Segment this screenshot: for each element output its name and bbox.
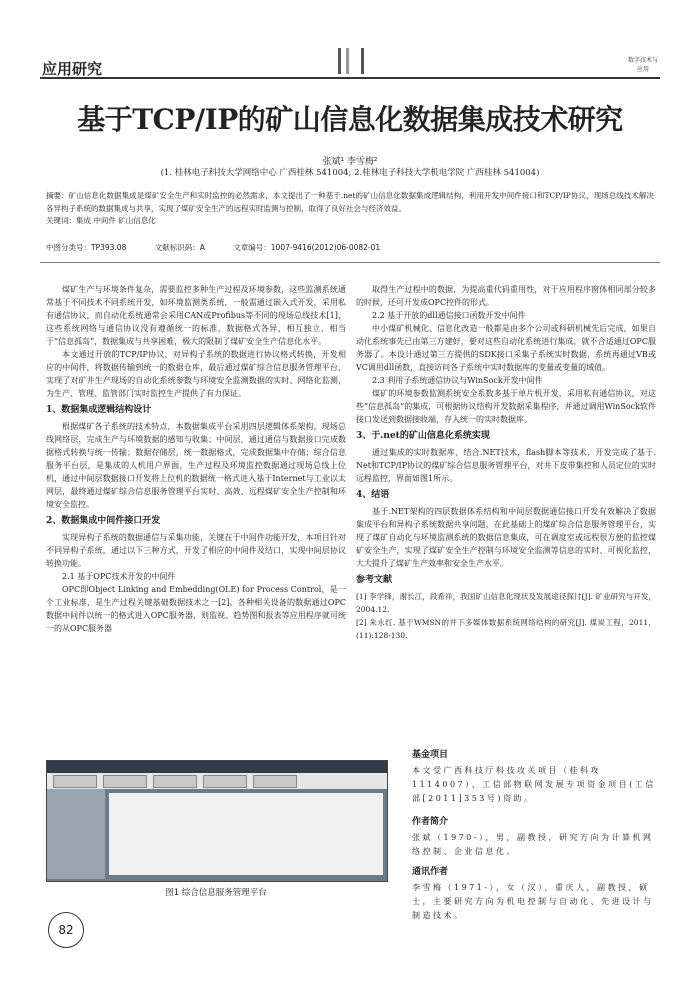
paper-title: 基于TCP/IP的矿山信息化数据集成技术研究 xyxy=(77,103,623,136)
contact-title: 通讯作者 xyxy=(412,867,449,877)
journal-logo: 数字技术与应用 xyxy=(628,57,659,73)
paragraph: 根据煤矿各子系统的技术特点，本数据集成平台采用四层逻辑体系架构，现场总线网络层，完成生产与环境数据的感知与收集；中间层，通过通信与数据接口完成数据格式转换与统一传输；数据存储层，统一数据格式，完成数据集中存储；综合信息服务平台层，是集成的人机用户界面，生产过程及环境监控数据通过现场总线上位机，通过中间层数据接口开发将上位机的数据统一格式进入基于Internet与工业以太网层，最终通过煤矿综合信息服务管理平台实时、高效、远程煤矿安全生产控制和环境安全监控。 xyxy=(46,422,346,509)
fund-text: 本文受广西科技厅科技攻关项目（桂科攻1114007）、工信部物联网发展专项资金项目(工信部[2011]353号)资助。 xyxy=(412,766,656,803)
subsection-heading: 2.1 基于OPC技术开发的中间件 xyxy=(62,572,176,581)
abstract xyxy=(46,190,654,228)
paper-affiliation: (1. 桂林电子科技大学网络中心 广西桂林 541004; 2.桂林电子科技大学机电学院 广西桂林 541004) xyxy=(160,168,540,178)
paragraph: 中小煤矿机械化、信息化改造一般都是由多个公司或科研机械先后完成，如果自动化系统事先已由第三方建好，要对这些自动化系统进行集成，就不合适通过OPC服务器了。本设计通过第三方提供的SDK接口采集子系统实时数据，系统再通过VB或VC调用dll函数，直接访问各子系统中实时数据库的变量或变量的域值。 xyxy=(356,324,656,372)
contact-text: 李雪梅（1971-），女（汉），重庆人，副教授，硕士，主要研究方向为机电控制与自动化、先进设计与制造技术。 xyxy=(412,883,654,920)
section-tag: 应用研究 xyxy=(42,60,103,78)
author-text: 张斌（1970-），男，副教授，研究方向为计算机网络控制、企业信息化。 xyxy=(412,833,654,856)
reference-item: [1] 李学锋，谢长江，段希祥，我国矿山信息化现状及发展途径探讨[J]. 矿业研究与开发，2004.12. xyxy=(356,592,656,614)
header-bars-decoration xyxy=(338,48,364,74)
right-column xyxy=(356,283,656,642)
paragraph: 通过集成的实时数据库，结合.NET技术，flash脚本等技术，开发完成了基于. Net和TCP/IP协议的煤矿综合信息服务管理平台，对井下皮带集控和人员定位的实时远程监控，界面如图1所示。 xyxy=(356,448,656,483)
paragraph: 煤矿的环境参数监测系统安全系数多基于单片机开发，采用私有通信协议，对这些“信息孤岛”的集成，可根据协议结构开发数据采集程序，并通过调用WinSock软件接口发送到数据接收端，存入统一的实时数据库。 xyxy=(356,389,656,424)
figure-sidebar xyxy=(47,789,105,879)
section-heading: 2、数据集成中间件接口开发 xyxy=(46,516,161,526)
paragraph: 本文通过开放的TCP/IP协议，对异构子系统的数据进行协议格式转换，开发相应的中间件，将数据传输到统一的数据仓库，最后通过煤矿综合信息服务管理平台，实现了对矿井生产现场的自动化系统参数与环境安全监测数据的实时、网络化监测，为生产、管理、监管部门实时监控生产提供了有力保证。 xyxy=(46,350,346,398)
page-number: 82 xyxy=(48,912,84,948)
references xyxy=(356,590,656,642)
abstract-text: 摘要：矿山信息化数据集成是煤矿安全生产和实时监控的必然需求，本文提出了一种基于.net的矿山信息化数据集成逻辑结构，利用开发中间件接口和TCP/IP协议，现场总线技术解决各异构子系统的数据集成与共享，实现了煤矿安全生产的远程实时监测与控制，取得了良好社会与经济效益。 xyxy=(46,191,654,213)
paragraph: OPC即Object Linking and Embedding(OLE) for Process Control，是一个工业标准，是生产过程关键基础数据技术之一[2]，各种相关设备的数据通过OPC数据中间件以统一的格式进入OPC服务器，则监视、趋势图和报表等应用程序就可统一的从OPC服务器 xyxy=(46,585,346,633)
fund-title: 基金项目 xyxy=(412,750,449,760)
meta-rule xyxy=(40,262,660,263)
paragraph: 基于.NET架构的四层数据体系结构和中间层数据通信接口开发有效解决了数据集成平台和异构子系统数据共享问题，在此基础上的煤矿综合信息服务管理平台，实现了煤矿自动化与环境监测系统的数据信息集成，可在调度室或远程很方便的监控煤矿安全生产，实现了煤矿安全生产控制与环境安全监测等信息的实时、可视化监控，大大提升了煤矿生产效率和安全生产水平。 xyxy=(356,507,656,568)
header-rule xyxy=(40,77,660,79)
figure-screenshot xyxy=(46,760,388,882)
subsection-heading: 2.3 利用子系统通信协议与WinSock开发中间件 xyxy=(372,376,543,385)
document-code: 文献标识码：A xyxy=(154,243,205,252)
classification-line xyxy=(46,242,654,253)
figure-main xyxy=(109,793,383,875)
clc-number: 中图分类号：TP393.08 xyxy=(46,243,127,252)
figure-nav xyxy=(47,773,387,789)
keywords: 关键词：集成 中间件 矿山信息化 xyxy=(46,216,156,225)
paragraph: 实现异构子系统的数据通信与采集功能，关键在于中间件功能开发，本项目针对不同异构子系统，通过以下三种方式，开发了相应的中间件及结口，实现中间层协议转换功能。 xyxy=(46,533,346,568)
figure-body xyxy=(47,789,387,879)
contact-box xyxy=(412,865,660,923)
reference-item: [2] 朱永红. 基于WMSN的井下多媒体数据系统网络结构的研究[J]. 煤炭工程，2011，(11):128-130. xyxy=(356,618,656,640)
article-number: 文章编号：1007-9416(2012)06-0082-01 xyxy=(233,243,381,252)
figure-caption: 图1 综合信息服务管理平台 xyxy=(165,888,267,898)
section-heading: 3、于.net的矿山信息化系统实现 xyxy=(356,431,490,441)
author-box xyxy=(412,815,660,859)
references-heading: 参考文献 xyxy=(356,575,393,585)
subsection-heading: 2.2 基于开放的dll通信接口函数开发中间件 xyxy=(372,311,526,320)
figure-titlebar xyxy=(47,761,387,773)
paragraph: 煤矿生产与环境条件复杂，需要监控多种生产过程及环境参数，这些监测系统通常基于不同技术不同系统开发，如环境监测类系统，一般需通过嵌入式开发，采用私有通信协议，而自动化系统通常会采用CAN或Profibus等不同的现场总线技术[1]，这些系统网络与通信协议没有遵循统一的标准，数据格式各异，相互独立，相当于“信息孤岛”，数据集成与共享困难，极大的限制了煤矿安全生产信息化水平。 xyxy=(46,285,346,346)
left-column xyxy=(46,283,346,635)
author-title: 作者简介 xyxy=(412,817,449,827)
paper-authors: 张斌¹ 李雪梅² xyxy=(322,157,378,167)
paragraph: 取得生产过程中的数据，为提高重代码重用性，对于应用程序窗体相同部分较多的时候，还可开发成OPC控件的形式。 xyxy=(356,285,656,307)
section-heading: 1、数据集成逻辑结构设计 xyxy=(46,405,152,415)
section-heading: 4、结语 xyxy=(356,490,390,500)
fund-box xyxy=(412,748,660,806)
